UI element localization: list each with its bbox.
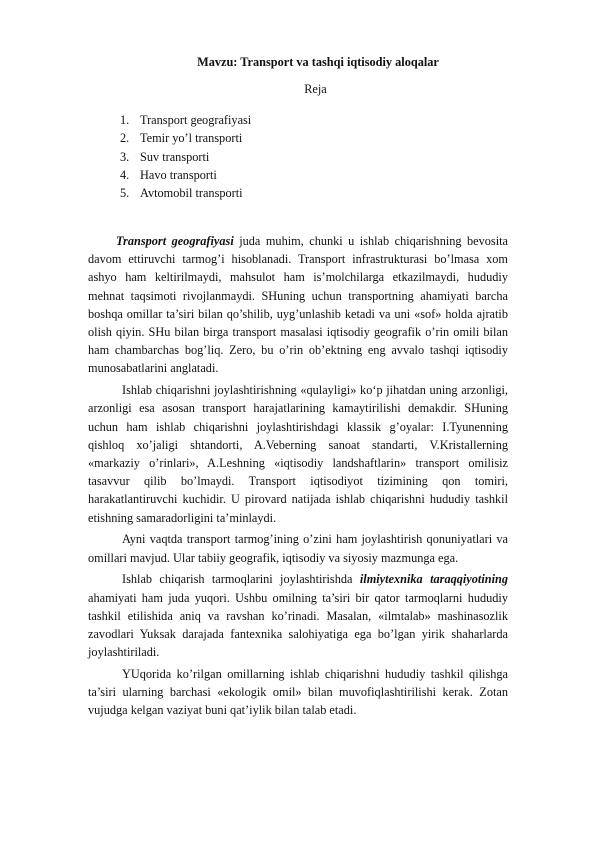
- paragraph-text: Ayni vaqtda transport tarmog’ining o’zini ham joylashtirish qonuniyatlari va omillari mavjud. Ular tabiiy geografik, iqtisodiy va siyosiy mazmunga ega.: [88, 532, 508, 565]
- plan-item-text: Havo transporti: [140, 167, 217, 182]
- paragraph: [88, 570, 508, 661]
- paragraph: [88, 530, 508, 566]
- plan-item-number: 5.: [120, 186, 130, 201]
- plan-item: [120, 166, 251, 184]
- plan-heading: Reja: [304, 82, 327, 96]
- plan-item-text: Transport geografiyasi: [140, 113, 252, 127]
- plan-list: [120, 111, 251, 202]
- document-body: [88, 232, 508, 723]
- paragraph-text: ahamiyati ham juda yuqori. Ushbu omilning ta’siri bir qator tarmoqlarni hududiy tashkil etilishida aniq va ravshan ko’rinadi. Masalan, «ilmtalab» mashinasozlik zavodlari Yuksak darajada fantexnika salohiyatiga ega bo’lgan yirik shaharlarda joylashtiriladi.: [88, 590, 508, 660]
- plan-item-text: Suv transporti: [140, 149, 210, 164]
- document-title: Mavzu: Transport va tashqi iqtisodiy aloqalar: [197, 55, 439, 69]
- paragraph: [88, 232, 508, 378]
- paragraph-text: juda muhim, chunki u ishlab chiqarishning bevosita davom ettiruvchi tarmog’i hisoblanadi. Transport infrastrukturasi bo’lmasa xom ashyo ham keltirilmaydi, mahsulot ham is’molchilarga etkazilmaydi, hududiy mehnat taqsimoti rivojlanmaydi. SHuning uchun transportning ahamiyati barcha boshqa omillar ta’siri bilan qo’shilib, uyg’unlashib ketadi va uni «sof» holda ajratib olish qiyin. SHu bilan birga transport masalasi iqtisodiy geografik o’rin omili bilan ham chambarchas bog’liq. Zero, bu o’rin ob’ektning eng avvalo tashqi iqtisodiy munosabatlarini anglatadi.: [88, 234, 509, 376]
- plan-item-text: Avtomobil transporti: [140, 186, 243, 201]
- paragraph-text-start: Ishlab chiqarish tarmoqlarini joylashtirishda: [122, 572, 360, 587]
- plan-item: [120, 129, 251, 147]
- paragraph-text: Ishlab chiqarishni joylashtirishning «qulayligi» ko‘p jihatdan uning arzonligi, arzonligi esa asosan transport harajatlarining kamaytirilishi demakdir. SHuning uchun ham ishlab chiqarishni joylashtirishdagi klassik g’oyalar: I.Tyunenning qishloq xo’jaligi shtandorti, A.Veberning sanoat standarti, V.Kristallerning «markaziy o’rinlari», A.Leshning «iqtisodiy landshaftlarin» transport omilisiz tasavvur qilib bo’lmaydi. Transport iqtisodiyot tizimining qon tomiri, harakatlantiruvchi kuchidir. U pirovard natijada ishlab chiqarishni hududiy tashkil etishning samaradorligini ta’minlaydi.: [88, 383, 508, 525]
- paragraph-emphasis: ilmiytexnika taraqqiyotining: [359, 572, 508, 587]
- plan-item-text: Temir yo’l transporti: [140, 131, 243, 146]
- plan-item: [120, 184, 251, 202]
- paragraph-lead-term: Transport geografiyasi: [116, 234, 234, 248]
- plan-item-number: 4.: [120, 167, 130, 182]
- plan-item-number: 1.: [120, 113, 130, 127]
- paragraph-text: YUqorida ko’rilgan omillarning ishlab chiqarishni hududiy tashkil qilishga ta’siri ularning barchasi «ekologik omil» bilan muvofiqlashtirilishi kerak. Zotan vujudga kelgan vaziyat buni qat’iylik bilan talab etadi.: [88, 667, 508, 718]
- plan-item: [120, 111, 251, 129]
- plan-item-number: 3.: [120, 149, 130, 164]
- plan-item: [120, 148, 251, 166]
- plan-item-number: 2.: [120, 131, 130, 146]
- paragraph: [88, 665, 508, 720]
- paragraph: [88, 381, 508, 527]
